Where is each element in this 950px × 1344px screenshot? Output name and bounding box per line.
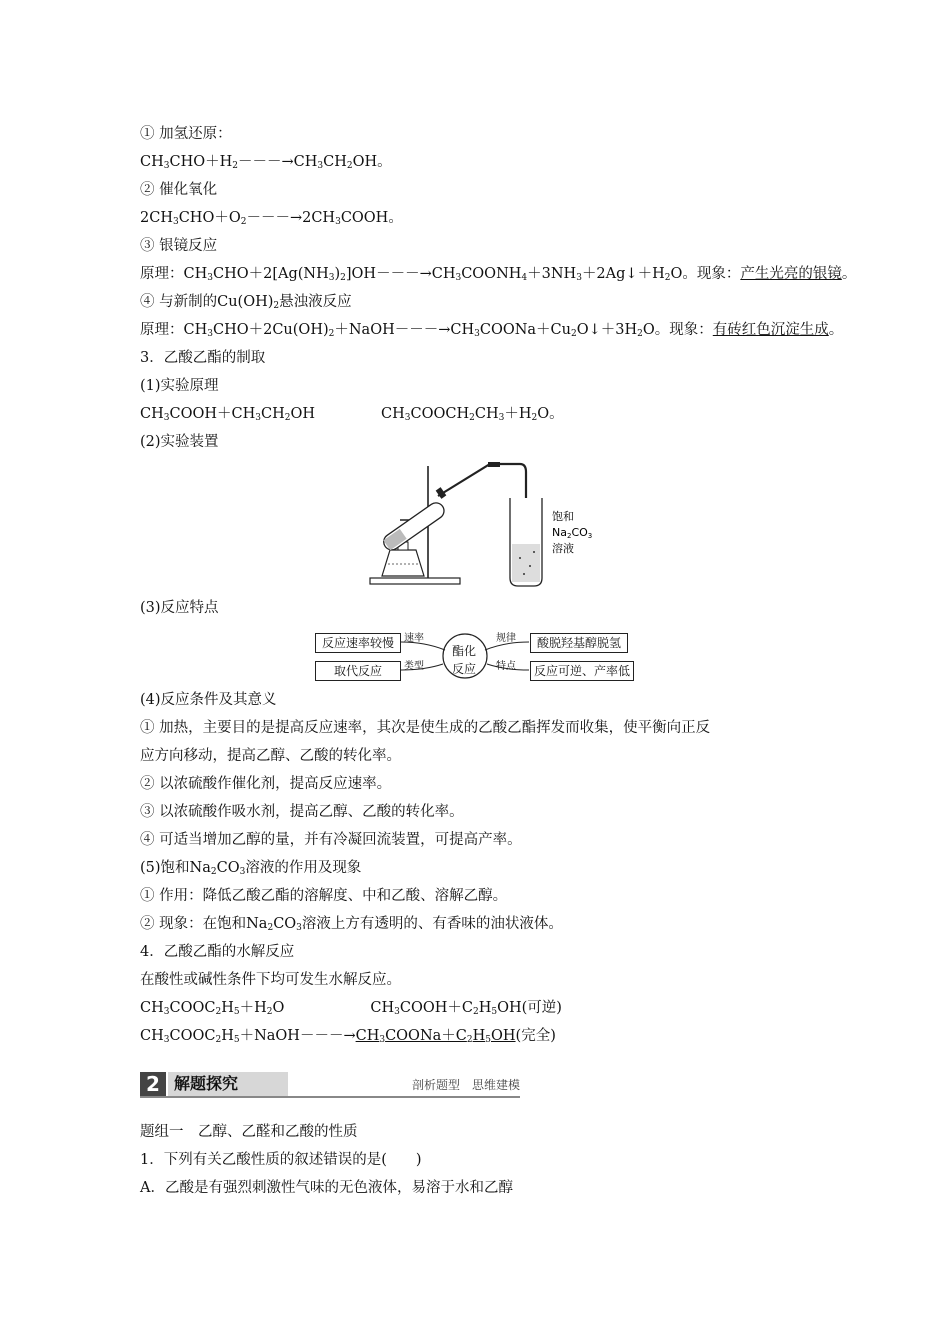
diagram-box-type: 取代反应 — [315, 661, 401, 681]
text-line: 在酸性或碱性条件下均可发生水解反应。 — [140, 972, 401, 988]
option-a: A．乙酸是有强烈刺激性气味的无色液体，易溶于水和乙醇 — [140, 1180, 513, 1196]
diagram-tag-feature: 特点 — [496, 661, 516, 672]
diagram-center-label-1: 酯化 — [452, 644, 477, 658]
equation-base-hydrolysis: $CH_3COOC_2H_5+NaOH---\to CH_3COONa+C_2H_5OH$(完全) — [140, 1028, 556, 1045]
text-line: ① 加热，主要目的是提高反应速率，其次是使生成的乙酸乙酯挥发而收集，使平衡向正反 — [140, 720, 711, 736]
diagram-box-rate: 反应速率较慢 — [315, 633, 401, 653]
section-subtitle: 剖析题型 思维建模 — [411, 1078, 520, 1092]
diagram-box-feature: 反应可逆、产率低 — [530, 661, 634, 681]
diagram-tag-rule: 规律 — [496, 633, 516, 644]
equation-silver-mirror: 原理：$CH_3CHO+2[Ag(NH_3)_2]OH---\to CH_3COONH_4+3NH_3+2Ag↓+H_2O$。现象：产生光亮的银镜。 — [140, 266, 857, 283]
question-1: 1．下列有关乙酸性质的叙述错误的是( ) — [140, 1152, 422, 1168]
text-line: ④ 与新制的$Cu(OH)_2$悬浊液反应 — [140, 294, 352, 311]
text-line: (4)反应条件及其意义 — [140, 692, 277, 708]
text-line: (5)饱和$Na_2CO_3$溶液的作用及现象 — [140, 860, 362, 877]
diagram-tag-rate: 速率 — [404, 633, 424, 644]
section-number: 2 — [140, 1072, 166, 1096]
text-line: (2)实验装置 — [140, 434, 219, 450]
text-line: ④ 可适当增加乙醇的量，并有冷凝回流装置，可提高产率。 — [140, 832, 522, 848]
heading-4: 4．乙酸乙酯的水解反应 — [140, 944, 295, 960]
heading-3: 3．乙酸乙酯的制取 — [140, 350, 266, 366]
question-group-title: 题组一 乙醇、乙醛和乙酸的性质 — [140, 1124, 358, 1140]
apparatus-label-solution: 溶液 — [552, 542, 574, 555]
equation-esterification: $CH_3COOH+CH_3CH_2OH$ $CH_3COOCH_2CH_3+H_2O$。 — [140, 406, 564, 423]
diagram-box-rule: 酸脱羟基醇脱氢 — [530, 633, 628, 653]
text-line: ② 现象：在饱和$Na_2CO_3$溶液上方有透明的、有香味的油状液体。 — [140, 916, 563, 933]
section-rule — [140, 1096, 520, 1098]
text-line: ③ 以浓硫酸作吸水剂，提高乙醇、乙酸的转化率。 — [140, 804, 464, 820]
diagram-tag-type: 类型 — [404, 661, 424, 672]
text-line: (3)反应特点 — [140, 600, 219, 616]
text-line: 应方向移动，提高乙醇、乙酸的转化率。 — [140, 748, 401, 764]
equation-oxidation: $2CH_3CHO+O_2---\to 2CH_3COOH$。 — [140, 210, 403, 227]
section-title: 解题探究 — [168, 1072, 288, 1096]
diagram-center-label-2: 反应 — [452, 662, 477, 676]
section-header — [140, 1072, 520, 1098]
text-line: (1)实验原理 — [140, 378, 219, 394]
text-line: ① 加氢还原： — [140, 126, 232, 142]
apparatus-figure — [360, 458, 600, 590]
equation-copper-hydroxide: 原理：$CH_3CHO+2Cu(OH)_2+NaOH---\to CH_3COONa+Cu_2O↓+3H_2O$。现象：有砖红色沉淀生成。 — [140, 322, 844, 339]
equation-hydrogenation: $CH_3CHO+H_2---\to CH_3CH_2OH$。 — [140, 154, 392, 171]
text-line: ③ 银镜反应 — [140, 238, 218, 254]
apparatus-label-saturated: 饱和 — [552, 510, 574, 523]
apparatus-label-na2co3: Na2CO3 — [552, 526, 593, 540]
text-line: ② 催化氧化 — [140, 182, 218, 198]
text-line: ② 以浓硫酸作催化剂，提高反应速率。 — [140, 776, 392, 792]
text-line: ① 作用：降低乙酸乙酯的溶解度、中和乙酸、溶解乙醇。 — [140, 888, 508, 904]
equation-acid-hydrolysis: $CH_3COOC_2H_5+H_2O$ $CH_3COOH+C_2H_5OH$(可逆) — [140, 1000, 562, 1017]
